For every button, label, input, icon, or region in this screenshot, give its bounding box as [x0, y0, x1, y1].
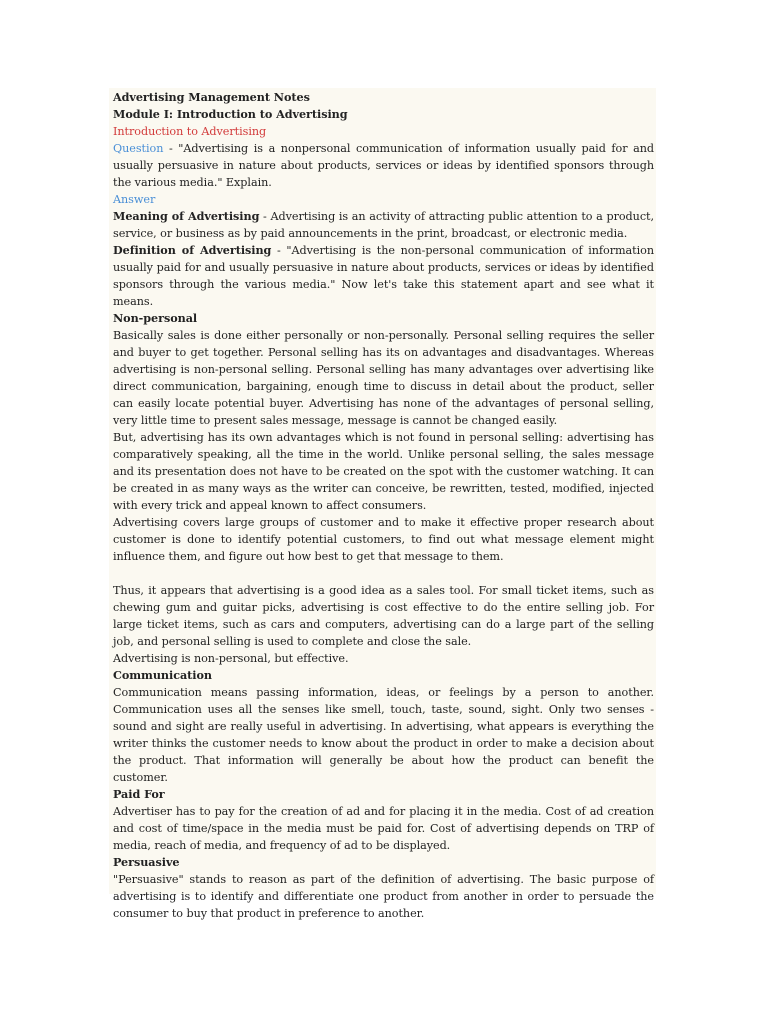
answer-label: Answer: [113, 193, 156, 206]
nonpersonal-heading: Non-personal: [113, 311, 198, 325]
question-text: - "Advertising is a nonpersonal communication of information usually paid for and usually persuasive in nature about products, services or ideas by identified sponsors through the various media." Explain.: [113, 142, 654, 189]
communication-paragraph: Communication means passing information, ideas, or feelings by a person to another. Communication uses all the senses like smell, touch, taste, sound, sight. Only two senses - sound and sight are really useful in advertising. In advertising, what appears is everything the writer thinks the customer needs to know about the product in order to make a decision about the product. That information will generally be about how the product can benefit the customer.: [113, 686, 654, 784]
nonpersonal-paragraph-3: Advertising covers large groups of customer and to make it effective proper research about customer is done to identify potential customers, to find out what message element might influence them, and figure out how best to get that message to them.: [113, 516, 654, 563]
definition-paragraph: [113, 242, 654, 310]
doc-title: Advertising Management Notes: [113, 90, 310, 104]
definition-text: - "Advertising is the non-personal communication of information usually paid for and usually persuasive in nature about products, services or ideas by identified sponsors through the various media." Now let's take this statement apart and see what it means.: [113, 244, 654, 308]
meaning-paragraph: [113, 208, 654, 242]
paid-for-heading: Paid For: [113, 787, 165, 801]
question-label: Question: [113, 142, 164, 155]
meaning-heading: Meaning of Advertising: [113, 209, 260, 223]
document-content: [113, 89, 654, 922]
paid-for-paragraph: Advertiser has to pay for the creation of ad and for placing it in the media. Cost of ad creation and cost of time/space in the media must be paid for. Cost of advertising depends on TRP of media, reach of media, and frequency of ad to be displayed.: [113, 805, 654, 852]
nonpersonal-paragraph-2: But, advertising has its own advantages which is not found in personal selling: advertising has comparatively speaking, all the time in the world. Unlike personal selling, the sales message and its presentation does not have to be created on the spot with the customer watching. It can be created in as many ways as the writer can conceive, be rewritten, tested, modified, injected with every trick and appeal known to affect consumers.: [113, 431, 654, 512]
meaning-text: - Advertising is an activity of attracting public attention to a product, service, or business as by paid announcements in the print, broadcast, or electronic media.: [113, 210, 654, 240]
communication-heading: Communication: [113, 668, 212, 682]
definition-heading: Definition of Advertising: [113, 243, 272, 257]
question-paragraph: [113, 140, 654, 191]
nonpersonal-paragraph-4: Thus, it appears that advertising is a good idea as a sales tool. For small ticket items, such as chewing gum and guitar picks, advertising is cost effective to do the entire selling job. For large ticket items, such as cars and computers, advertising can do a large part of the selling job, and personal selling is used to complete and close the sale.: [113, 584, 654, 648]
persuasive-paragraph: "Persuasive" stands to reason as part of the definition of advertising. The basic purpose of advertising is to identify and differentiate one product from another in order to persuade the consumer to buy that product in preference to another.: [113, 873, 654, 920]
blank-line: [113, 565, 654, 582]
document-page: [109, 88, 656, 920]
nonpersonal-paragraph-1: Basically sales is done either personally or non-personally. Personal selling requires the seller and buyer to get together. Personal selling has its on advantages and disadvantages. Whereas advertising is non-personal selling. Personal selling has many advantages over advertising like direct communication, bargaining, enough time to discuss in detail about the product, seller can easily locate potential buyer. Advertising has none of the advantages of personal selling, very little time to present sales message, message is cannot be changed easily.: [113, 329, 654, 427]
section-subtitle: Introduction to Advertising: [113, 125, 267, 138]
module-heading: Module I: Introduction to Advertising: [113, 107, 348, 121]
nonpersonal-paragraph-5: Advertising is non-personal, but effective.: [113, 652, 349, 665]
persuasive-heading: Persuasive: [113, 855, 180, 869]
